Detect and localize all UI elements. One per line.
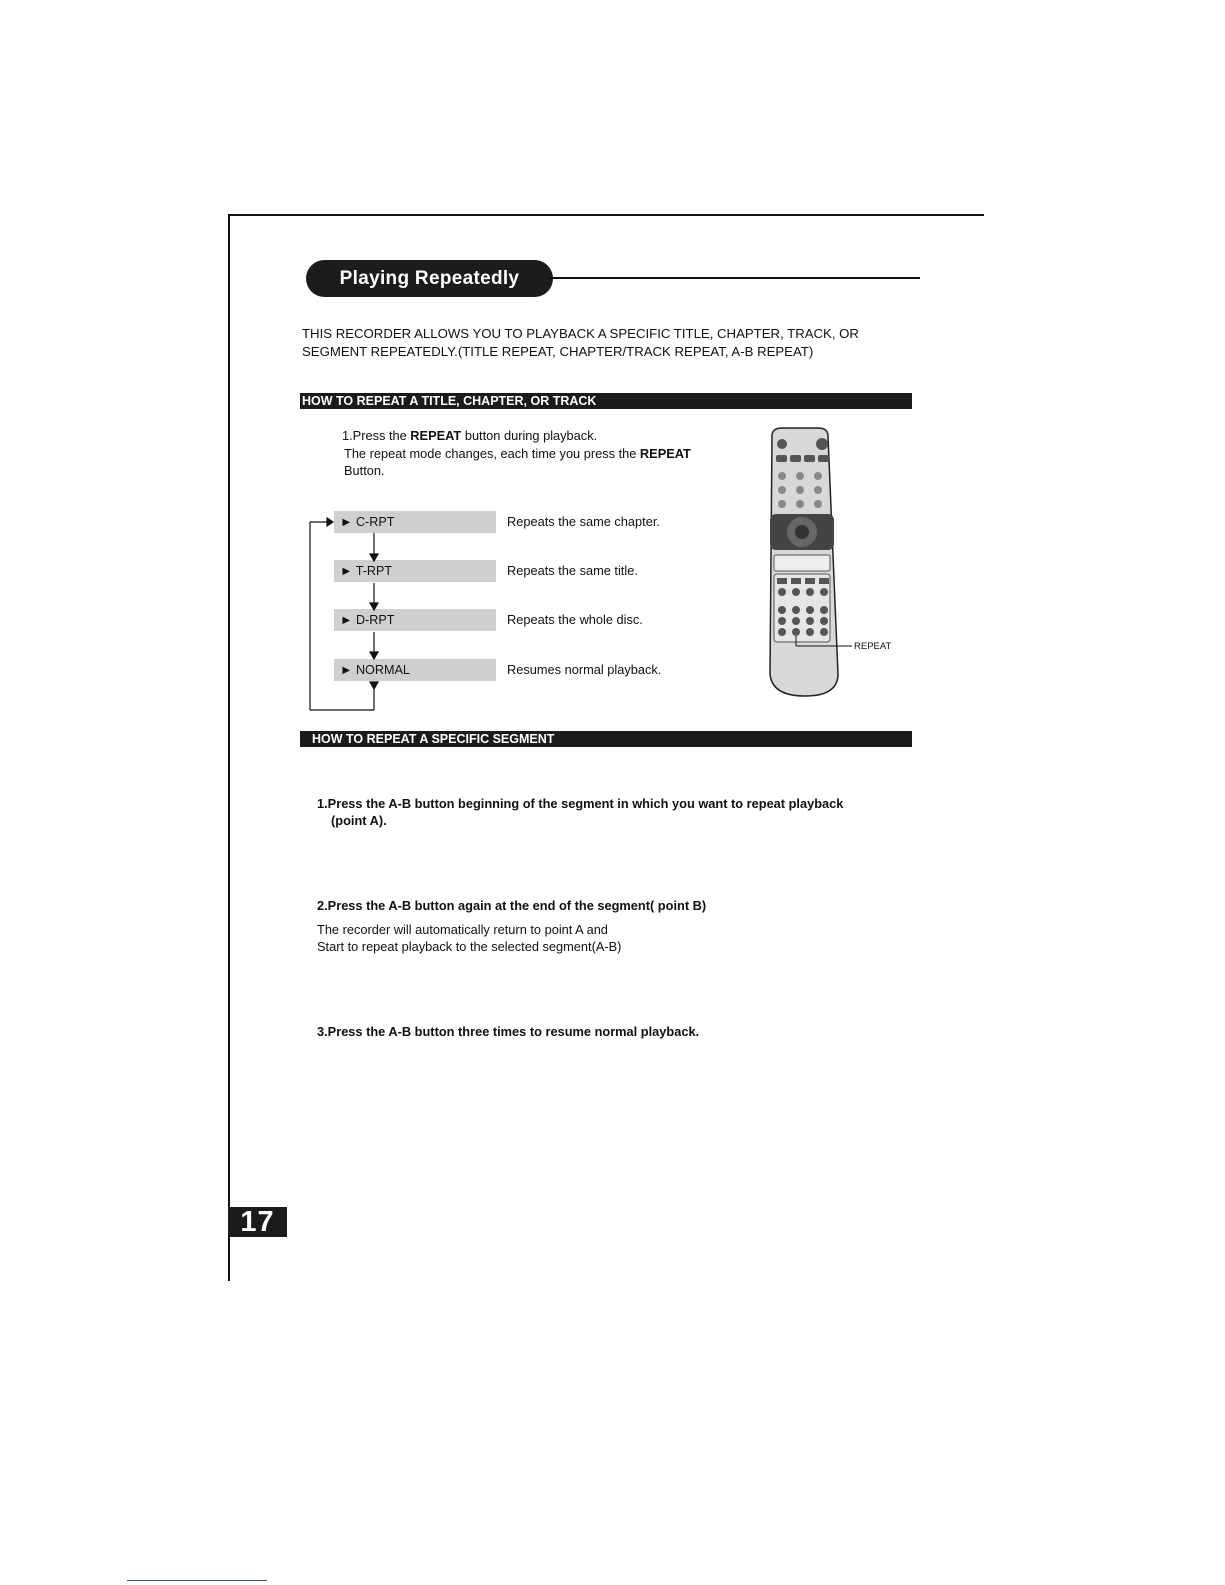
page-number: 17 (228, 1207, 287, 1237)
remote-repeat-callout: REPEAT (854, 641, 892, 652)
section-heading-repeat-title: HOW TO REPEAT A TITLE, CHAPTER, OR TRACK (300, 393, 912, 409)
page-frame-top (228, 214, 984, 216)
step1-line3: Button. (344, 463, 385, 478)
mode-desc-c-rpt: Repeats the same chapter. (507, 514, 660, 529)
segment-step-2-line1: The recorder will automatically return to point A and (317, 922, 608, 937)
step1-prefix: 1.Press the (342, 428, 411, 443)
remote-control-illustration (760, 424, 900, 704)
segment-step-2-line2: Start to repeat playback to the selected segment(A-B) (317, 939, 622, 954)
step1-suffix: button during playback. (461, 428, 598, 443)
intro-line-1: THIS RECORDER ALLOWS YOU TO PLAYBACK A SPECIFIC TITLE, CHAPTER, TRACK, OR (302, 326, 859, 341)
mode-desc-normal: Resumes normal playback. (507, 662, 662, 677)
mode-desc-t-rpt: Repeats the same title. (507, 563, 638, 578)
intro-line-2: SEGMENT REPEATEDLY.(TITLE REPEAT, CHAPTER/TRACK REPEAT, A-B REPEAT) (302, 344, 814, 359)
segment-step-1-line2: (point A). (331, 813, 387, 828)
mode-desc-d-rpt: Repeats the whole disc. (507, 612, 643, 627)
mode-box-d-rpt: ► D-RPT (334, 609, 496, 631)
segment-step-2-title: 2.Press the A-B button again at the end of the segment( point B) (317, 898, 707, 913)
section-heading-repeat-segment: HOW TO REPEAT A SPECIFIC SEGMENT (300, 731, 912, 747)
footer-link-underline (127, 1580, 267, 1581)
mode-box-t-rpt: ► T-RPT (334, 560, 496, 582)
mode-flow-arrows (300, 505, 390, 715)
page-frame-left (228, 214, 230, 1281)
repeat-step-1 (342, 427, 691, 480)
title-rule (548, 277, 920, 279)
step1-line2-bold: REPEAT (639, 445, 691, 461)
page-title: Playing Repeatedly (306, 260, 553, 297)
intro-text (302, 325, 912, 361)
segment-step-3: 3.Press the A-B button three times to resume normal playback. (317, 1024, 700, 1039)
step1-bold: REPEAT (410, 428, 462, 443)
segment-step-1-line1: 1.Press the A-B button beginning of the segment in which you want to repeat playback (317, 796, 844, 811)
mode-box-normal: ► NORMAL (334, 659, 496, 681)
mode-box-c-rpt: ► C-RPT (334, 511, 496, 533)
step1-line2-prefix: The repeat mode changes, each time you press the (344, 445, 640, 461)
